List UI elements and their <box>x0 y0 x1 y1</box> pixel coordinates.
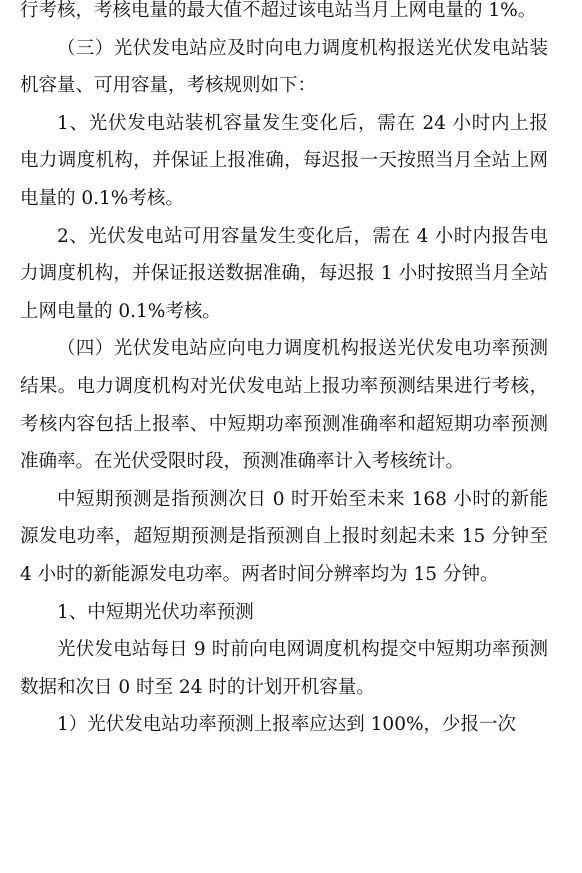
paragraph-report-rate: 1）光伏发电站功率预测上报率应达到 100%，少报一次 <box>57 714 517 736</box>
paragraph-prediction-definition: 中短期预测是指预测次日 0 时开始至未来 168 小时的新能源发电功率，超短期预测是指预测自上报时刻起未来 15 分钟至 4 小时的新能源发电功率。两者时间分辨率均为 15 分钟。 <box>20 488 548 585</box>
paragraph-continuation: 行考核，考核电量的最大值不超过该电站当月上网电量的 1%。 <box>20 0 537 21</box>
subheading-medium-short-term: 1、中短期光伏功率预测 <box>57 601 254 623</box>
paragraph-section-4: （四）光伏发电站应向电力调度机构报送光伏发电功率预测结果。电力调度机构对光伏发电站上报功率预测结果进行考核，考核内容包括上报率、中短期功率预测准确率和超短期功率预测准确率。在光伏受限时段，预测准确率计入考核统计。 <box>20 338 548 473</box>
paragraph-rule-2: 2、光伏发电站可用容量发生变化后，需在 4 小时内报告电力调度机构，并保证报送数据准确，每迟报 1 小时按照当月全站上网电量的 0.1%考核。 <box>20 225 548 322</box>
paragraph-daily-submission: 光伏发电站每日 9 时前向电网调度机构提交中短期功率预测数据和次日 0 时至 24 时的计划开机容量。 <box>20 639 548 698</box>
paragraph-section-3: （三）光伏发电站应及时向电力调度机构报送光伏发电站装机容量、可用容量，考核规则如下： <box>20 37 548 97</box>
paragraph-rule-1: 1、光伏发电站装机容量发生变化后，需在 24 小时内上报电力调度机构，并保证上报准确，每迟报一天按照当月全站上网电量的 0.1%考核。 <box>20 112 548 209</box>
